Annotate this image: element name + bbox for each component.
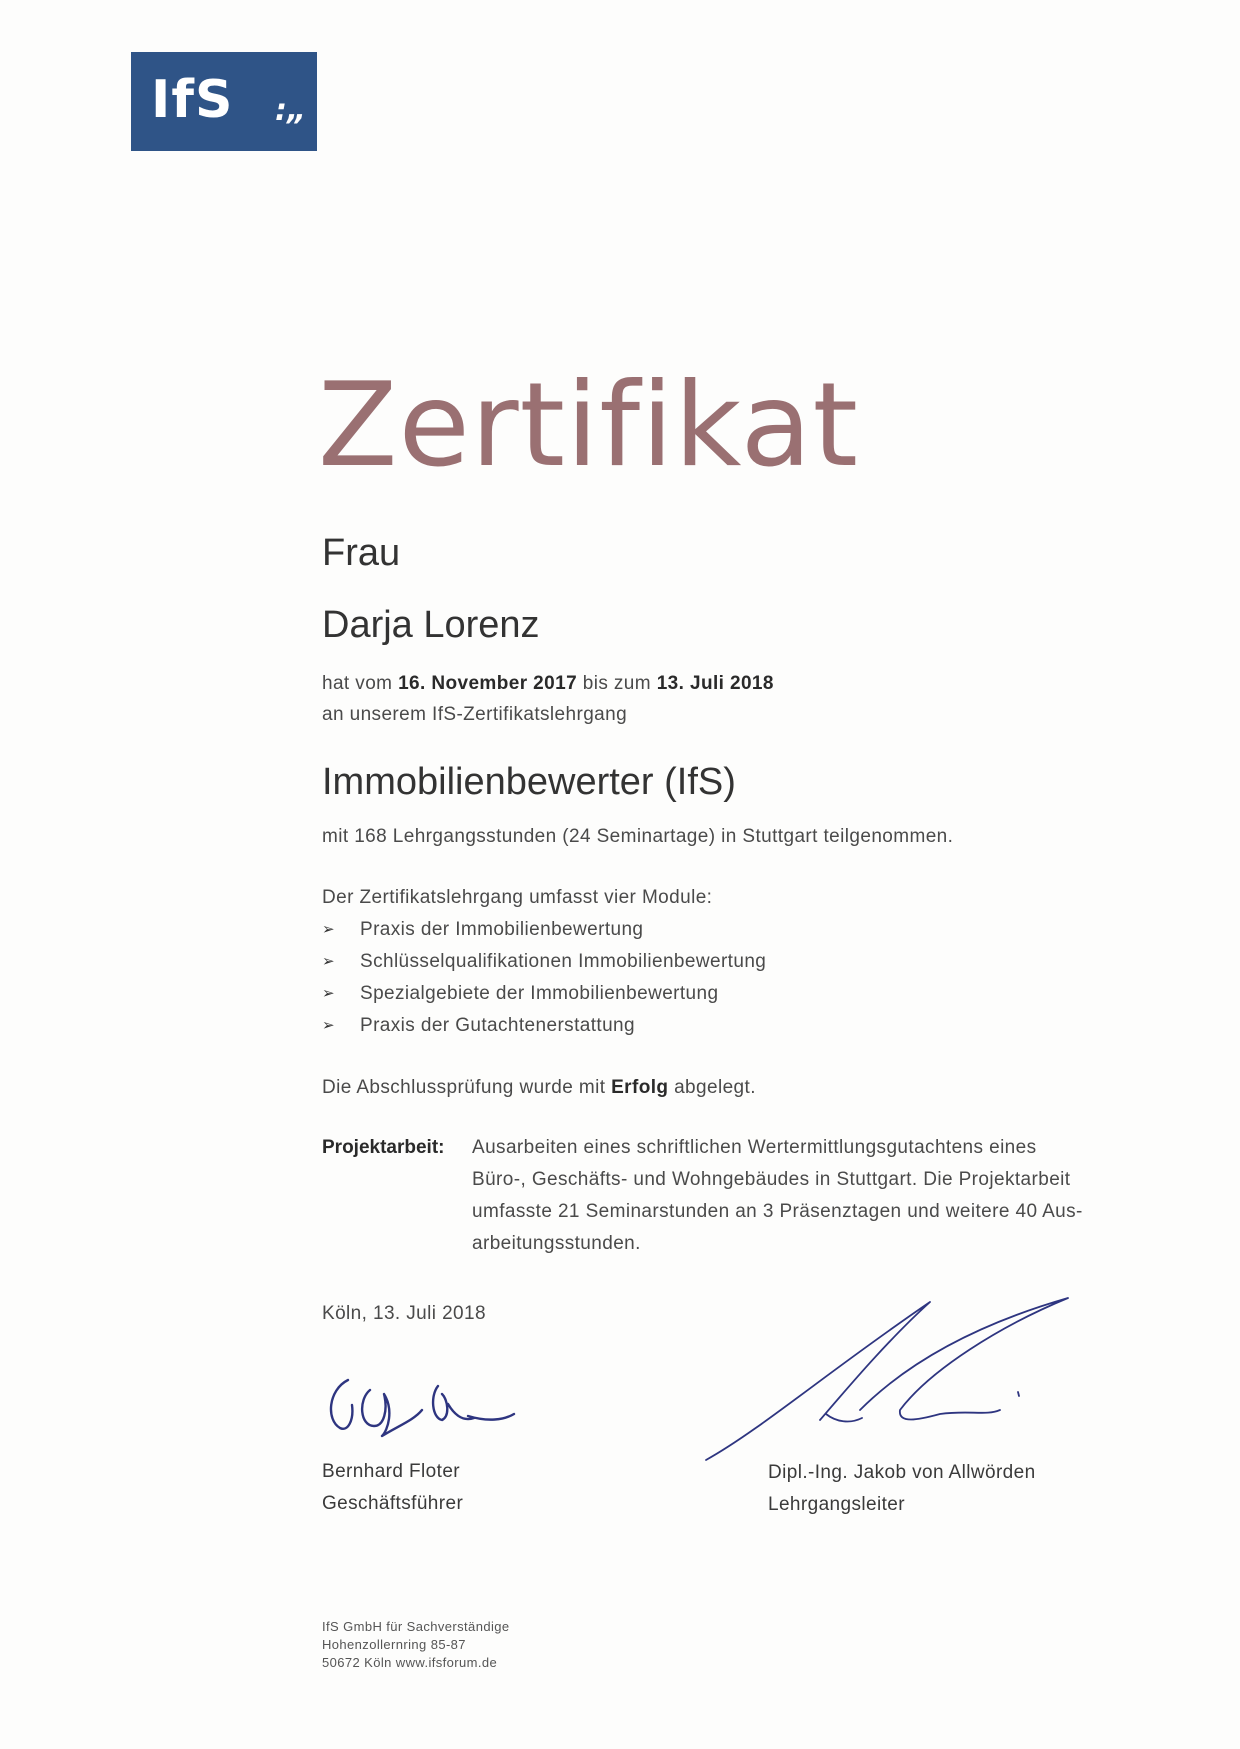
signer-name: Bernhard Floter [322, 1461, 461, 1482]
footer-line: Hohenzollernring 85-87 [322, 1637, 466, 1652]
period-start: 16. November 2017 [398, 673, 578, 694]
arrow-bullet-icon: ➢ [322, 953, 335, 970]
ifs-logo [131, 52, 317, 151]
logo-text: IfS [151, 70, 234, 130]
footer-address [322, 1618, 510, 1672]
arrow-bullet-icon: ➢ [322, 1017, 335, 1034]
module-label: Spezialgebiete der Immobilienbewertung [360, 983, 719, 1004]
period-end: 13. Juli 2018 [656, 673, 774, 694]
course-period [322, 668, 774, 730]
signer-role: Geschäftsführer [322, 1493, 464, 1514]
exam-prefix: Die Abschlussprüfung wurde mit [322, 1077, 606, 1098]
course-details: mit 168 Lehrgangsstunden (24 Seminartage) in Stuttgart teilgenommen. [322, 826, 954, 847]
module-item [322, 914, 766, 946]
recipient [322, 528, 540, 672]
signature-floter [318, 1360, 538, 1450]
module-item [322, 978, 766, 1010]
signer-1 [322, 1456, 463, 1520]
modules-intro: Der Zertifikatslehrgang umfasst vier Module: [322, 887, 713, 908]
period-line-2: an unserem IfS-Zertifikatslehrgang [322, 704, 628, 725]
period-middle: bis zum [582, 673, 651, 694]
signature-von-allwoerden [700, 1290, 1080, 1470]
module-label: Schlüsselqualifikationen Immobilienbewertung [360, 951, 767, 972]
signer-name: Dipl.-Ing. Jakob von Allwörden [768, 1462, 1036, 1483]
logo-mark: :„ [275, 93, 307, 128]
project-line: Büro-, Geschäfts- und Wohngebäudes in Stuttgart. Die Projektarbeit [472, 1169, 1071, 1190]
project-line: arbeitungsstunden. [472, 1233, 641, 1254]
exam-suffix: abgelegt. [674, 1077, 756, 1098]
period-line [322, 668, 774, 699]
footer-line: 50672 Köln www.ifsforum.de [322, 1655, 498, 1670]
module-label: Praxis der Immobilienbewertung [360, 919, 644, 940]
project-label: Projektarbeit: [322, 1137, 445, 1158]
exam-result [322, 1072, 756, 1103]
certificate-title: Zertifikat [318, 358, 860, 493]
project-line: Ausarbeiten eines schriftlichen Wertermittlungsgutachtens eines [472, 1137, 1037, 1158]
recipient-name: Darja Lorenz [322, 604, 540, 646]
project-line: umfasste 21 Seminarstunden an 3 Präsenztagen und weitere 40 Aus- [472, 1201, 1083, 1222]
project-description [472, 1132, 1107, 1260]
period-prefix: hat vom [322, 673, 393, 694]
module-item [322, 946, 766, 978]
course-name: Immobilienbewerter (IfS) [322, 761, 736, 803]
arrow-bullet-icon: ➢ [322, 985, 335, 1002]
signer-role: Lehrgangsleiter [768, 1494, 905, 1515]
place-date: Köln, 13. Juli 2018 [322, 1303, 486, 1324]
signer-2 [768, 1457, 1036, 1521]
module-list [322, 914, 766, 1042]
recipient-salutation: Frau [322, 532, 401, 574]
footer-line: IfS GmbH für Sachverständige [322, 1619, 510, 1634]
module-label: Praxis der Gutachtenerstattung [360, 1015, 635, 1036]
exam-result-word: Erfolg [611, 1077, 669, 1098]
arrow-bullet-icon: ➢ [322, 921, 335, 938]
module-item [322, 1010, 766, 1042]
